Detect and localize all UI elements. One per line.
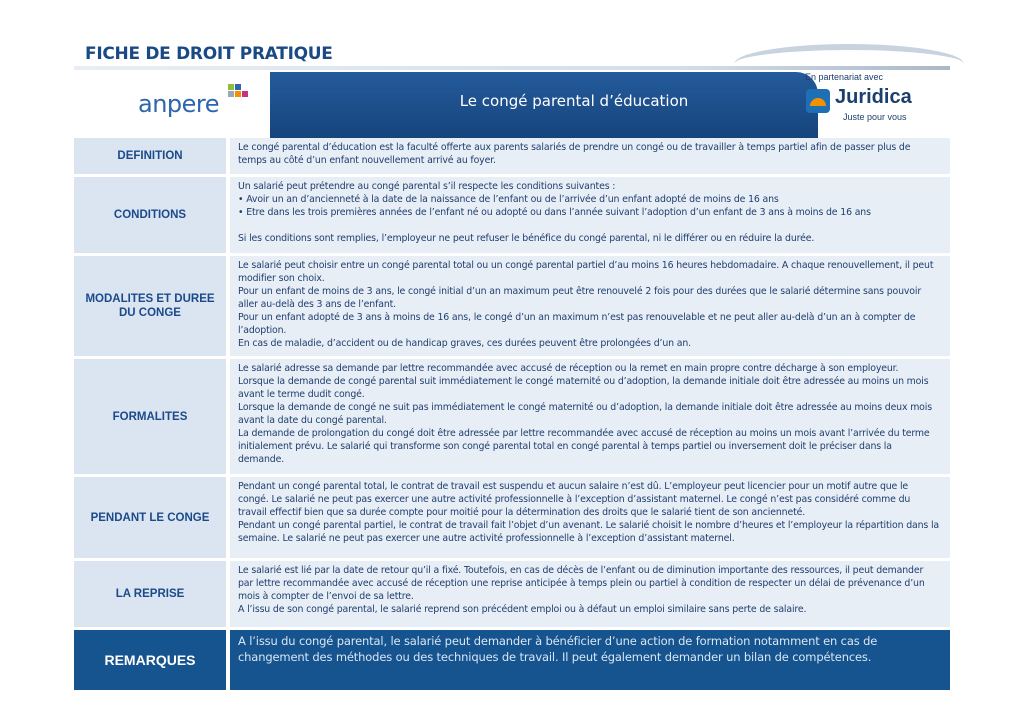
row-content — [230, 630, 950, 690]
row-modalites — [74, 256, 950, 359]
logo-square-icon — [235, 84, 241, 90]
fiche-title: FICHE DE DROIT PRATIQUE — [85, 44, 333, 64]
row-definition — [74, 138, 950, 177]
logo-square-icon — [235, 91, 241, 97]
row-label: CONDITIONS — [74, 177, 226, 253]
logo-square-icon — [242, 91, 248, 97]
row-pendant-le-conge — [74, 477, 950, 561]
row-text: La demande de prolongation du congé doit être adressée par lettre recommandée avec accusé de réception au moins un mois avant l’arrivée du terme initialement prévu. Le salarié qui transforme son congé parental total en congé parental à temps partiel ou inversement doit le préciser dans la demande. — [238, 428, 930, 465]
logo-square-icon — [228, 84, 234, 90]
row-text: Lorsque la demande de congé ne suit pas immédiatement le congé maternité ou d’adoption, la demande initiale doit être adressée au moins deux mois avant la date du congé parental. — [238, 402, 932, 426]
row-text: Le salarié peut choisir entre un congé parental total ou un congé parental partiel d’au moins 16 heures hebdomadaire. A chaque renouvellement, il peut modifier son choix. — [238, 260, 934, 284]
row-content — [230, 177, 950, 253]
row-remarques — [74, 630, 950, 693]
row-text: Un salarié peut prétendre au congé parental s’il respecte les conditions suivantes : — [238, 181, 616, 192]
row-content — [230, 359, 950, 474]
row-text: Si les conditions sont remplies, l’employeur ne peut refuser le bénéfice du congé parental, ni le différer ou en réduire la durée. — [238, 233, 815, 244]
partner-tagline: Juste pour vous — [843, 112, 907, 122]
row-text: A l’issu de son congé parental, le salarié reprend son précédent emploi ou à défaut un emploi similaire sans perte de salaire. — [238, 604, 807, 615]
row-text: Pour un enfant de moins de 3 ans, le congé initial d’un an maximum peut être renouvelé 2 fois pour des durées que le salarié détermine sans pouvoir aller au-delà des 3 ans de l’enfant. — [238, 286, 922, 310]
header-band — [74, 72, 950, 138]
anpere-logo-text: anpere — [138, 90, 220, 118]
row-content — [230, 138, 950, 174]
partner-label: En partenariat avec — [805, 72, 884, 82]
logo-square-icon — [228, 91, 234, 97]
row-la-reprise — [74, 561, 950, 630]
row-content — [230, 561, 950, 627]
row-label: REMARQUES — [74, 630, 226, 690]
row-text: • Avoir un an d’ancienneté à la date de la naissance de l’enfant ou de l’arrivée d’un enfant adopté de moins de 16 ans — [238, 194, 779, 205]
row-text: Le congé parental d’éducation est la faculté offerte aux parents salariés de prendre un congé ou de travailler à temps partiel afin de passer plus de temps au côté d’un enfant nouvellement arrivé au foyer. — [238, 142, 911, 166]
row-formalites — [74, 359, 950, 477]
row-conditions — [74, 177, 950, 256]
juridica-logo — [803, 72, 950, 138]
row-text: Le salarié adresse sa demande par lettre recommandée avec accusé de réception ou la remet en main propre contre décharge à son employeur. — [238, 363, 899, 374]
sections-table — [74, 138, 950, 693]
row-text: Lorsque la demande de congé parental suit immédiatement le congé maternité ou d’adoption, la demande initiale doit être adressée au moins un mois avant le terme dudit congé. — [238, 376, 929, 400]
row-text: Pendant un congé parental partiel, le contrat de travail fait l’objet d’un avenant. Le salarié choisit le nombre d’heures et l’employeur la répartition dans la semaine. Le salarié ne peut pas exercer une autre activité professionnelle à l’exception d’assistant maternel. — [238, 520, 939, 544]
row-label: DEFINITION — [74, 138, 226, 174]
row-content — [230, 477, 950, 558]
row-text: Pendant un congé parental total, le contrat de travail est suspendu et aucun salaire n’est dû. L’employeur peut licencier pour un motif autre que le congé. Le salarié ne peut pas exercer une autre activité professionnelle à l’exception d’assistant maternel. Le congé n’est pas considéré comme du travail effectif bien que sa durée compte pour moitié pour la détermination des droits que le salarié tient de son ancienneté. — [238, 481, 911, 518]
row-content — [230, 256, 950, 356]
row-label: FORMALITES — [74, 359, 226, 474]
row-text: Pour un enfant adopté de 3 ans à moins de 16 ans, le congé d’un an maximum n’est pas renouvelable et ne peut aller au-delà d’un an à compter de l’adoption. — [238, 312, 916, 336]
juridica-mark-icon — [806, 89, 830, 113]
anpere-logo — [74, 72, 270, 138]
partner-name: Juridica — [835, 86, 912, 108]
row-label: PENDANT LE CONGE — [74, 477, 226, 558]
row-label: LA REPRISE — [74, 561, 226, 627]
row-text: • Etre dans les trois premières années de l’enfant né ou adopté ou dans l’année suivant l’adoption d’un enfant de 3 ans à moins de 16 ans — [238, 207, 871, 218]
row-text: En cas de maladie, d’accident ou de handicap graves, ces durées peuvent être prolongées d’un an. — [238, 338, 691, 349]
row-label: MODALITES ET DUREE DU CONGE — [74, 256, 226, 356]
row-text: A l’issu du congé parental, le salarié peut demander à bénéficier d’une action de formation notamment en cas de changement des méthodes ou des techniques de travail. Il peut également demander un bilan de compétences. — [238, 634, 878, 664]
row-text: Le salarié est lié par la date de retour qu’il a fixé. Toutefois, en cas de décès de l’enfant ou de diminution importante des ressources, il peut demander par lettre recommandée avec accusé de réception une reprise anticipée à temps plein ou partiel à condition de respecter un délai de prévenance d’un mois à compter de l’envoi de sa lettre. — [238, 565, 925, 602]
document-title: Le congé parental d’éducation — [459, 92, 689, 110]
